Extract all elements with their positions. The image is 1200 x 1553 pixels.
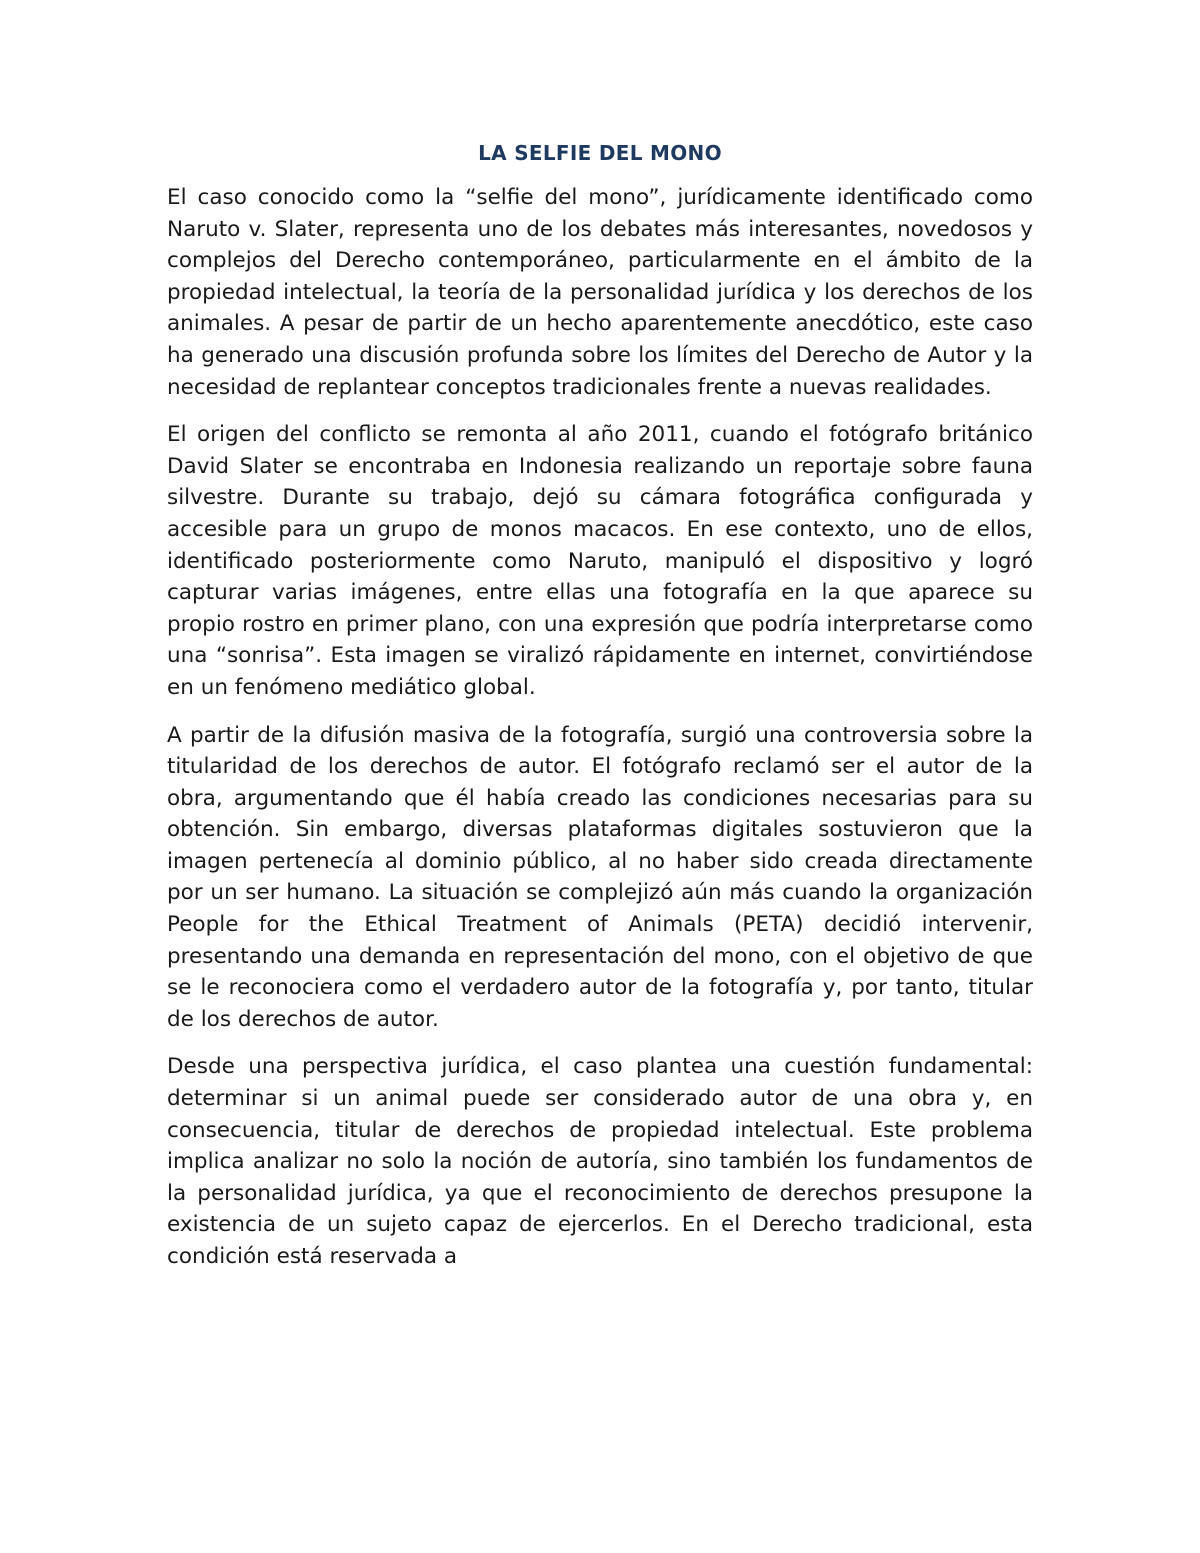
- paragraph-legal-perspective: Desde una perspectiva jurídica, el caso plantea una cuestión fundamental: determinar si un animal puede ser considerado autor de una obra y, en consecuencia, titular de derechos de propiedad intelectual. Este problema implica analizar no solo la noción de autoría, sino también los fundamentos de la personalidad jurídica, ya que el reconocimiento de derechos presupone la existencia de un sujeto capaz de ejercerlos. En el Derecho tradicional, esta condición está reservada a: [167, 1054, 1033, 1269]
- document-title: LA SELFIE DEL MONO: [478, 141, 722, 165]
- document-page: [167, 138, 1033, 1289]
- paragraph-origin: El origen del conflicto se remonta al año 2011, cuando el fotógrafo británico David Slater se encontraba en Indonesia realizando un reportaje sobre fauna silvestre. Durante su trabajo, dejó su cámara fotográfica configurada y accesible para un grupo de monos macacos. En ese contexto, uno de ellos, identificado posteriormente como Naruto, manipuló el dispositivo y logró capturar varias imágenes, entre ellas una fotografía en la que aparece su propio rostro en primer plano, con una expresión que podría interpretarse como una “sonrisa”. Esta imagen se viralizó rápidamente en internet, convirtiéndose en un fenómeno mediático global.: [167, 422, 1033, 700]
- paragraph-intro: El caso conocido como la “selfie del mono”, jurídicamente identificado como Naruto v. Slater, representa uno de los debates más interesantes, novedosos y complejos del Derecho contemporáneo, particularmente en el ámbito de la propiedad intelectual, la teoría de la personalidad jurídica y los derechos de los animales. A pesar de partir de un hecho aparentemente anecdótico, este caso ha generado una discusión profunda sobre los límites del Derecho de Autor y la necesidad de replantear conceptos tradicionales frente a nuevas realidades.: [167, 185, 1033, 400]
- paragraph-controversy: A partir de la difusión masiva de la fotografía, surgió una controversia sobre la titularidad de los derechos de autor. El fotógrafo reclamó ser el autor de la obra, argumentando que él había creado las condiciones necesarias para su obtención. Sin embargo, diversas plataformas digitales sostuvieron que la imagen pertenecía al dominio público, al no haber sido creada directamente por un ser humano. La situación se complejizó aún más cuando la organización People for the Ethical Treatment of Animals (PETA) decidió intervenir, presentando una demanda en representación del mono, con el objetivo de que se le reconociera como el verdadero autor de la fotografía y, por tanto, titular de los derechos de autor.: [167, 722, 1033, 1032]
